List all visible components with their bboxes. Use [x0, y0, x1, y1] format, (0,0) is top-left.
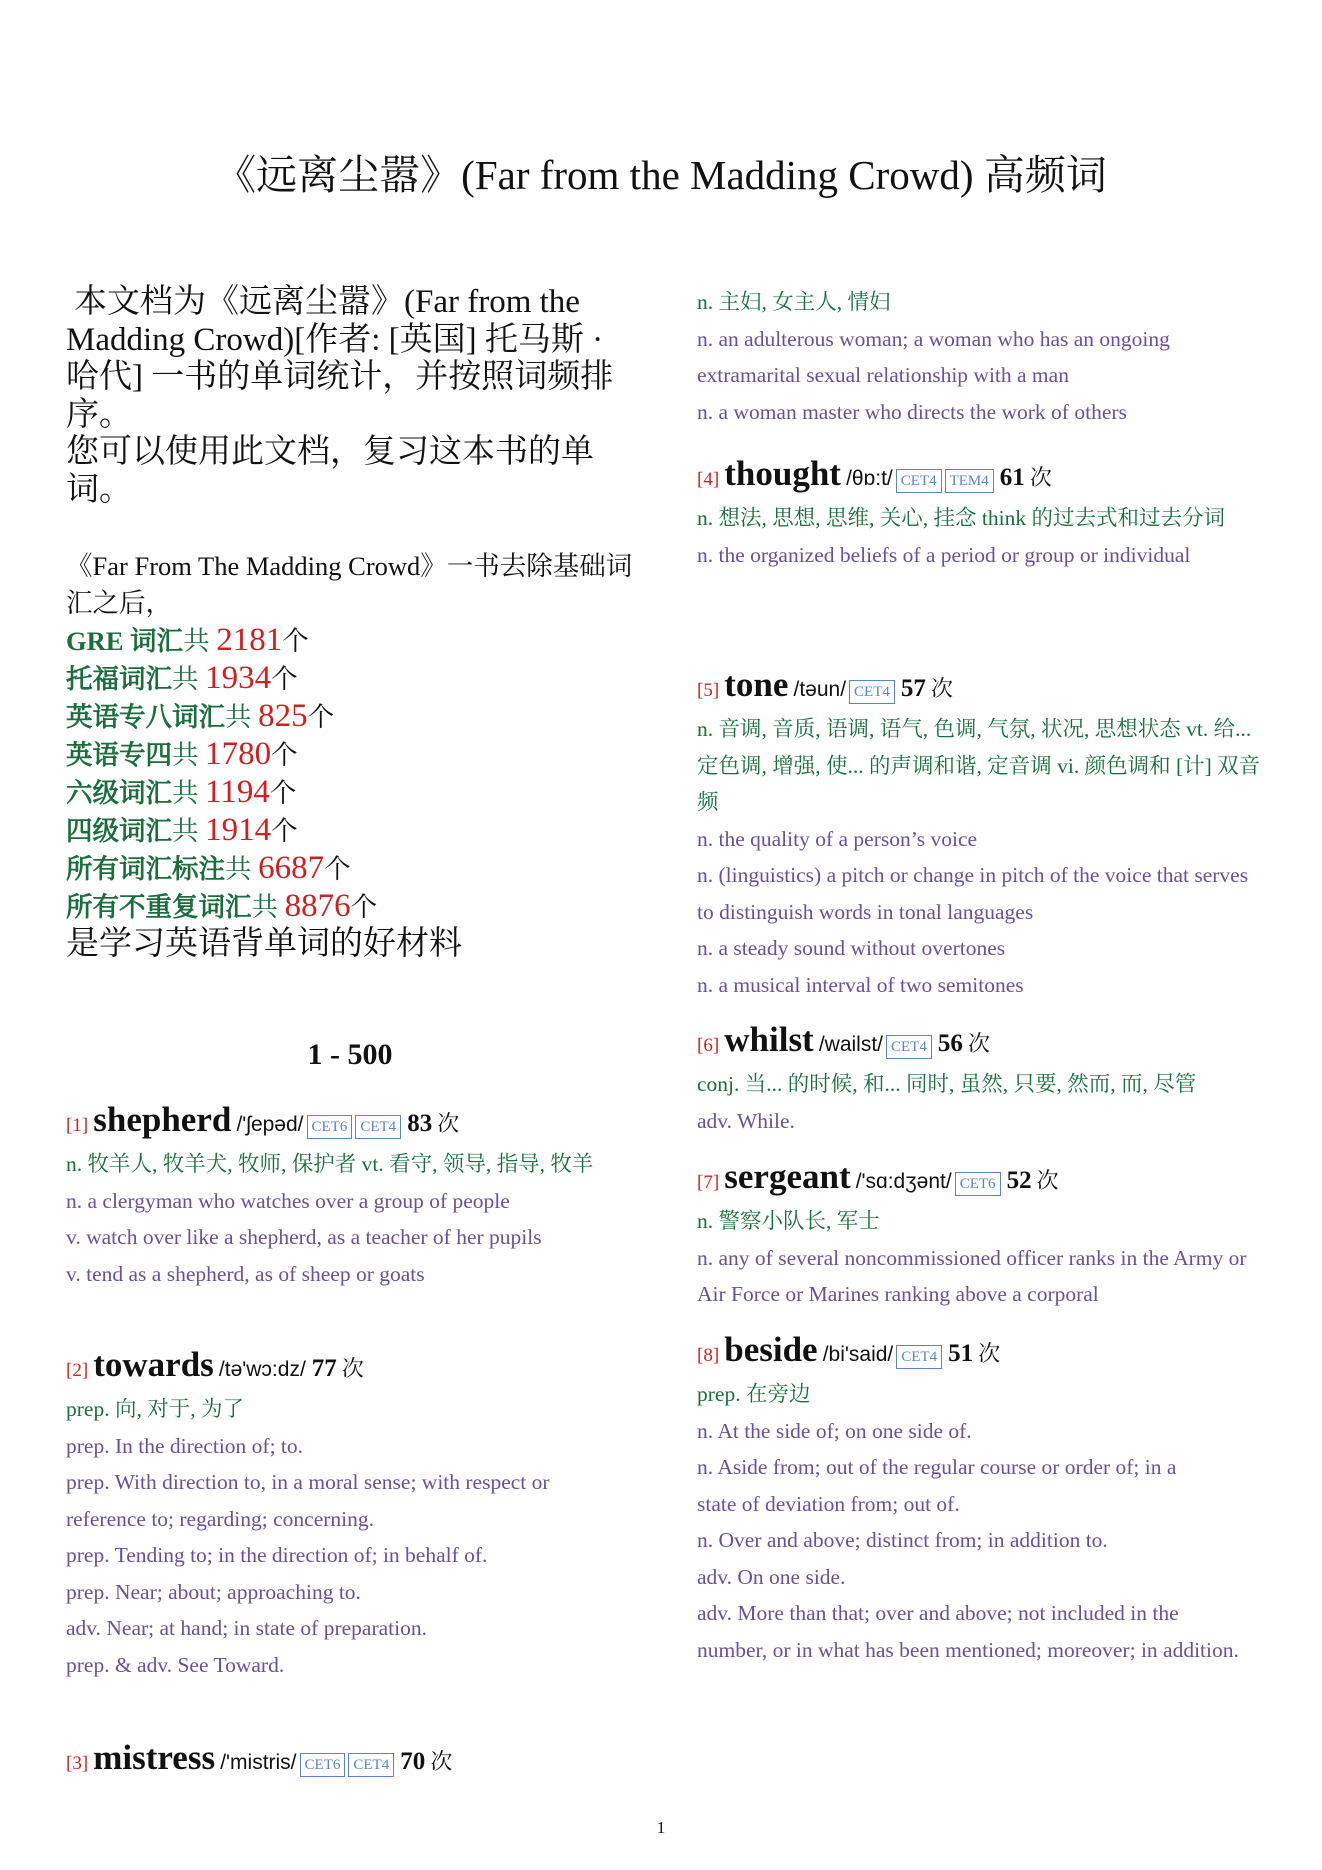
stats-number: 1914 — [205, 812, 272, 848]
page-number: 1 — [656, 1818, 666, 1837]
entry-index: [4] — [697, 469, 720, 490]
intro-text — [66, 284, 634, 509]
stats-unit: 个 — [282, 626, 309, 656]
definition-chinese: n. 音调, 音质, 语调, 语气, 色调, 气氛, 状况, 思想状态 vt. 给... 定色调, 增强, 使... 的声调和谐, 定音调 vi. 颜色调和 [计] 双音频 — [697, 717, 1261, 814]
stats-mid: 共 — [172, 664, 206, 694]
entry-frequency-unit: 次 — [967, 1032, 990, 1057]
stats-unit: 个 — [324, 854, 351, 884]
stats-number: 1934 — [205, 660, 272, 696]
word-entry — [66, 1738, 634, 1784]
word-entry — [697, 1330, 1265, 1668]
entry-frequency-count: 70 — [400, 1748, 426, 1775]
entry-index: [1] — [66, 1115, 89, 1136]
entry-word: thought — [724, 454, 841, 493]
word-entry — [697, 1020, 1265, 1139]
stats-label: 所有词汇标注 — [66, 854, 225, 884]
stats-unit: 个 — [350, 892, 378, 922]
stats-lead: 《Far From The Madding Crowd》一书去除基础词汇之后， — [66, 551, 633, 618]
definition-english: n. Over and above; distinct from; in addition to. — [697, 1528, 1108, 1552]
definition-english: prep. In the direction of; to. — [66, 1433, 304, 1458]
exam-tag-badge: CET4 — [896, 1345, 942, 1369]
definition-english: prep. Near; about; approaching to. — [66, 1579, 361, 1604]
entry-frequency-unit: 次 — [930, 677, 953, 702]
definition-english: adv. Near; at hand; in state of preparation. — [66, 1616, 427, 1640]
range-heading: 1 - 500 — [307, 1038, 393, 1071]
stats-mid: 共 — [251, 892, 285, 922]
exam-tag-badge: CET4 — [896, 469, 942, 493]
exam-tag-badge: CET4 — [355, 1115, 401, 1139]
definition-english: v. watch over like a shepherd, as a teacher of her pupils — [66, 1225, 542, 1249]
stats-unit: 个 — [271, 816, 298, 846]
entry-index: [8] — [697, 1345, 720, 1366]
definition-english: prep. With direction to, in a moral sense; with respect or — [66, 1470, 550, 1494]
definition-english: n. (linguistics) a pitch or change in pitch of the voice that serves to distinguish words in tonal languages — [697, 863, 1249, 924]
entry-frequency-count: 57 — [900, 675, 926, 702]
definition-english: n. a clergyman who watches over a group of people — [66, 1188, 510, 1213]
entry-index: [2] — [66, 1360, 89, 1381]
definition-english: v. tend as a shepherd, as of sheep or goats — [66, 1261, 425, 1286]
entry-heading — [697, 665, 1265, 711]
word-entry — [66, 1100, 634, 1292]
stats-label: 托福词汇 — [66, 664, 172, 694]
entry-frequency-unit: 次 — [437, 1112, 460, 1137]
entry-index: [3] — [66, 1753, 89, 1774]
entry-phonetic: /təun/ — [793, 678, 847, 701]
definition-chinese: prep. 在旁边 — [697, 1382, 811, 1406]
stats-label: 四级词汇 — [66, 816, 172, 846]
vocabulary-stats — [66, 548, 634, 963]
definition-english: n. a steady sound without overtones — [697, 936, 1006, 960]
word-entry — [66, 1345, 634, 1683]
word-entry — [697, 284, 1265, 430]
stats-label: 英语专八词汇 — [66, 702, 225, 732]
stats-row — [66, 736, 634, 774]
definition-english: n. a woman master who directs the work of others — [697, 399, 1127, 424]
entry-heading — [697, 1157, 1265, 1203]
stats-mid: 共 — [225, 854, 259, 884]
entry-heading — [66, 1345, 634, 1391]
entry-word: shepherd — [93, 1100, 232, 1139]
word-entry — [697, 1157, 1265, 1313]
entry-frequency-unit: 次 — [1036, 1169, 1059, 1194]
exam-tag-badge: CET6 — [307, 1115, 353, 1139]
entry-index: [5] — [697, 680, 720, 701]
stats-mid: 共 — [172, 816, 206, 846]
stats-unit: 个 — [269, 778, 297, 808]
stats-row — [66, 850, 634, 888]
entry-word: beside — [724, 1330, 818, 1369]
definition-english: n. the quality of a person’s voice — [697, 826, 978, 851]
entry-heading — [66, 1100, 634, 1146]
stats-mid: 共 — [172, 740, 206, 770]
entry-index: [7] — [697, 1172, 720, 1193]
definition-chinese: n. 想法, 思想, 思维, 关心, 挂念 think 的过去式和过去分词 — [697, 506, 1225, 530]
definition-english: n. the organized beliefs of a period or group or individual — [697, 542, 1191, 567]
entry-phonetic: /'mistris/ — [220, 1751, 297, 1774]
definition-chinese: n. 警察小队长, 军士 — [697, 1209, 880, 1233]
stats-number: 8876 — [284, 888, 351, 924]
definition-english: adv. While. — [697, 1108, 795, 1133]
intro-paragraph-1: 本文档为《远离尘嚣》(Far from the Madding Crowd)[作者: [英国] 托马斯 · 哈代] 一书的单词统计，并按照词频排序。 — [66, 284, 614, 433]
stats-label: 所有不重复词汇 — [66, 892, 252, 922]
stats-row — [66, 660, 634, 698]
entry-phonetic: /bi'said/ — [822, 1343, 894, 1366]
word-entry — [697, 454, 1265, 573]
definition-chinese: conj. 当... 的时候, 和... 同时, 虽然, 只要, 然而, 而, 尽管 — [697, 1072, 1197, 1096]
stats-number: 1194 — [205, 774, 270, 810]
entry-heading — [697, 1330, 1265, 1376]
stats-closing: 是学习英语背单词的好材料 — [66, 926, 462, 962]
stats-number: 2181 — [216, 622, 283, 658]
entry-frequency-unit: 次 — [430, 1750, 453, 1775]
entry-frequency-count: 56 — [937, 1030, 963, 1057]
entry-phonetic: /tə'wɔ:dz/ — [218, 1358, 306, 1381]
stats-row — [66, 812, 634, 850]
stats-row — [66, 774, 634, 812]
definition-english: n. an adulterous woman; a woman who has an ongoing extramarital sexual relationship with a man — [697, 326, 1170, 387]
intro-paragraph-2: 您可以使用此文档，复习这本书的单词。 — [66, 434, 594, 508]
entry-frequency-count: 83 — [407, 1110, 433, 1137]
entry-heading — [66, 1738, 634, 1784]
definition-english: reference to; regarding; concerning. — [66, 1506, 375, 1531]
entry-phonetic: /'sɑ:dʒənt/ — [855, 1170, 952, 1193]
definition-english: adv. On one side. — [697, 1564, 846, 1589]
exam-tag-badge: CET6 — [955, 1172, 1001, 1196]
entry-phonetic: /wailst/ — [818, 1033, 883, 1056]
stats-row — [66, 888, 634, 926]
entry-word: towards — [93, 1345, 214, 1384]
entry-frequency-unit: 次 — [978, 1342, 1001, 1367]
stats-unit: 个 — [307, 702, 335, 732]
entry-frequency-unit: 次 — [1029, 466, 1052, 491]
stats-mid: 共 — [183, 626, 217, 656]
definition-english: prep. & adv. See Toward. — [66, 1652, 285, 1677]
entry-frequency-count: 52 — [1006, 1167, 1032, 1194]
definition-english: prep. Tending to; in the direction of; in behalf of. — [66, 1543, 488, 1567]
exam-tag-badge: CET6 — [300, 1753, 346, 1777]
stats-label: 英语专四 — [66, 740, 172, 770]
entry-word: tone — [724, 665, 789, 704]
entry-phonetic: /'ʃepəd/ — [236, 1113, 304, 1136]
entry-index: [6] — [697, 1035, 720, 1056]
entry-heading — [697, 454, 1265, 500]
definition-chinese: n. 主妇, 女主人, 情妇 — [697, 290, 891, 314]
definition-english: adv. More than that; over and above; not included in the — [697, 1601, 1179, 1625]
entry-phonetic: /θɒ:t/ — [846, 467, 893, 490]
stats-unit: 个 — [271, 664, 298, 694]
stats-number: 825 — [258, 698, 308, 734]
entry-frequency-unit: 次 — [341, 1357, 364, 1382]
exam-tag-badge: TEM4 — [945, 469, 994, 493]
definition-english: n. At the side of; on one side of. — [697, 1418, 972, 1443]
exam-tag-badge: CET4 — [886, 1035, 932, 1059]
exam-tag-badge: CET4 — [348, 1753, 394, 1777]
stats-label: 六级词汇 — [66, 778, 172, 808]
stats-unit: 个 — [271, 740, 298, 770]
entry-frequency-count: 77 — [311, 1355, 337, 1382]
definition-english: number, or in what has been mentioned; moreover; in addition. — [697, 1637, 1239, 1662]
stats-label: GRE 词汇 — [66, 626, 184, 656]
entry-frequency-count: 61 — [999, 464, 1025, 491]
entry-frequency-count: 51 — [948, 1340, 974, 1367]
entry-word: sergeant — [724, 1157, 851, 1196]
definition-chinese: n. 牧羊人, 牧羊犬, 牧师, 保护者 vt. 看守, 领导, 指导, 牧羊 — [66, 1152, 594, 1176]
definition-english: n. a musical interval of two semitones — [697, 972, 1024, 997]
page-title: 《远离尘嚣》(Far from the Madding Crowd) 高频词 — [215, 152, 1107, 198]
entry-word: mistress — [93, 1738, 216, 1777]
stats-number: 6687 — [258, 850, 325, 886]
stats-mid: 共 — [225, 702, 259, 732]
entry-word: whilst — [724, 1020, 814, 1059]
stats-number: 1780 — [205, 736, 272, 772]
definition-english: n. Aside from; out of the regular course or order of; in a — [697, 1455, 1177, 1479]
definition-english: n. any of several noncommissioned officer ranks in the Army or Air Force or Marines ranking above a corporal — [697, 1245, 1247, 1306]
stats-mid: 共 — [172, 778, 206, 808]
exam-tag-badge: CET4 — [849, 680, 895, 704]
word-entry — [697, 665, 1265, 1003]
stats-row — [66, 698, 634, 736]
stats-row — [66, 622, 634, 660]
definition-english: state of deviation from; out of. — [697, 1491, 960, 1516]
definition-chinese: prep. 向, 对于, 为了 — [66, 1397, 244, 1421]
entry-heading — [697, 1020, 1265, 1066]
